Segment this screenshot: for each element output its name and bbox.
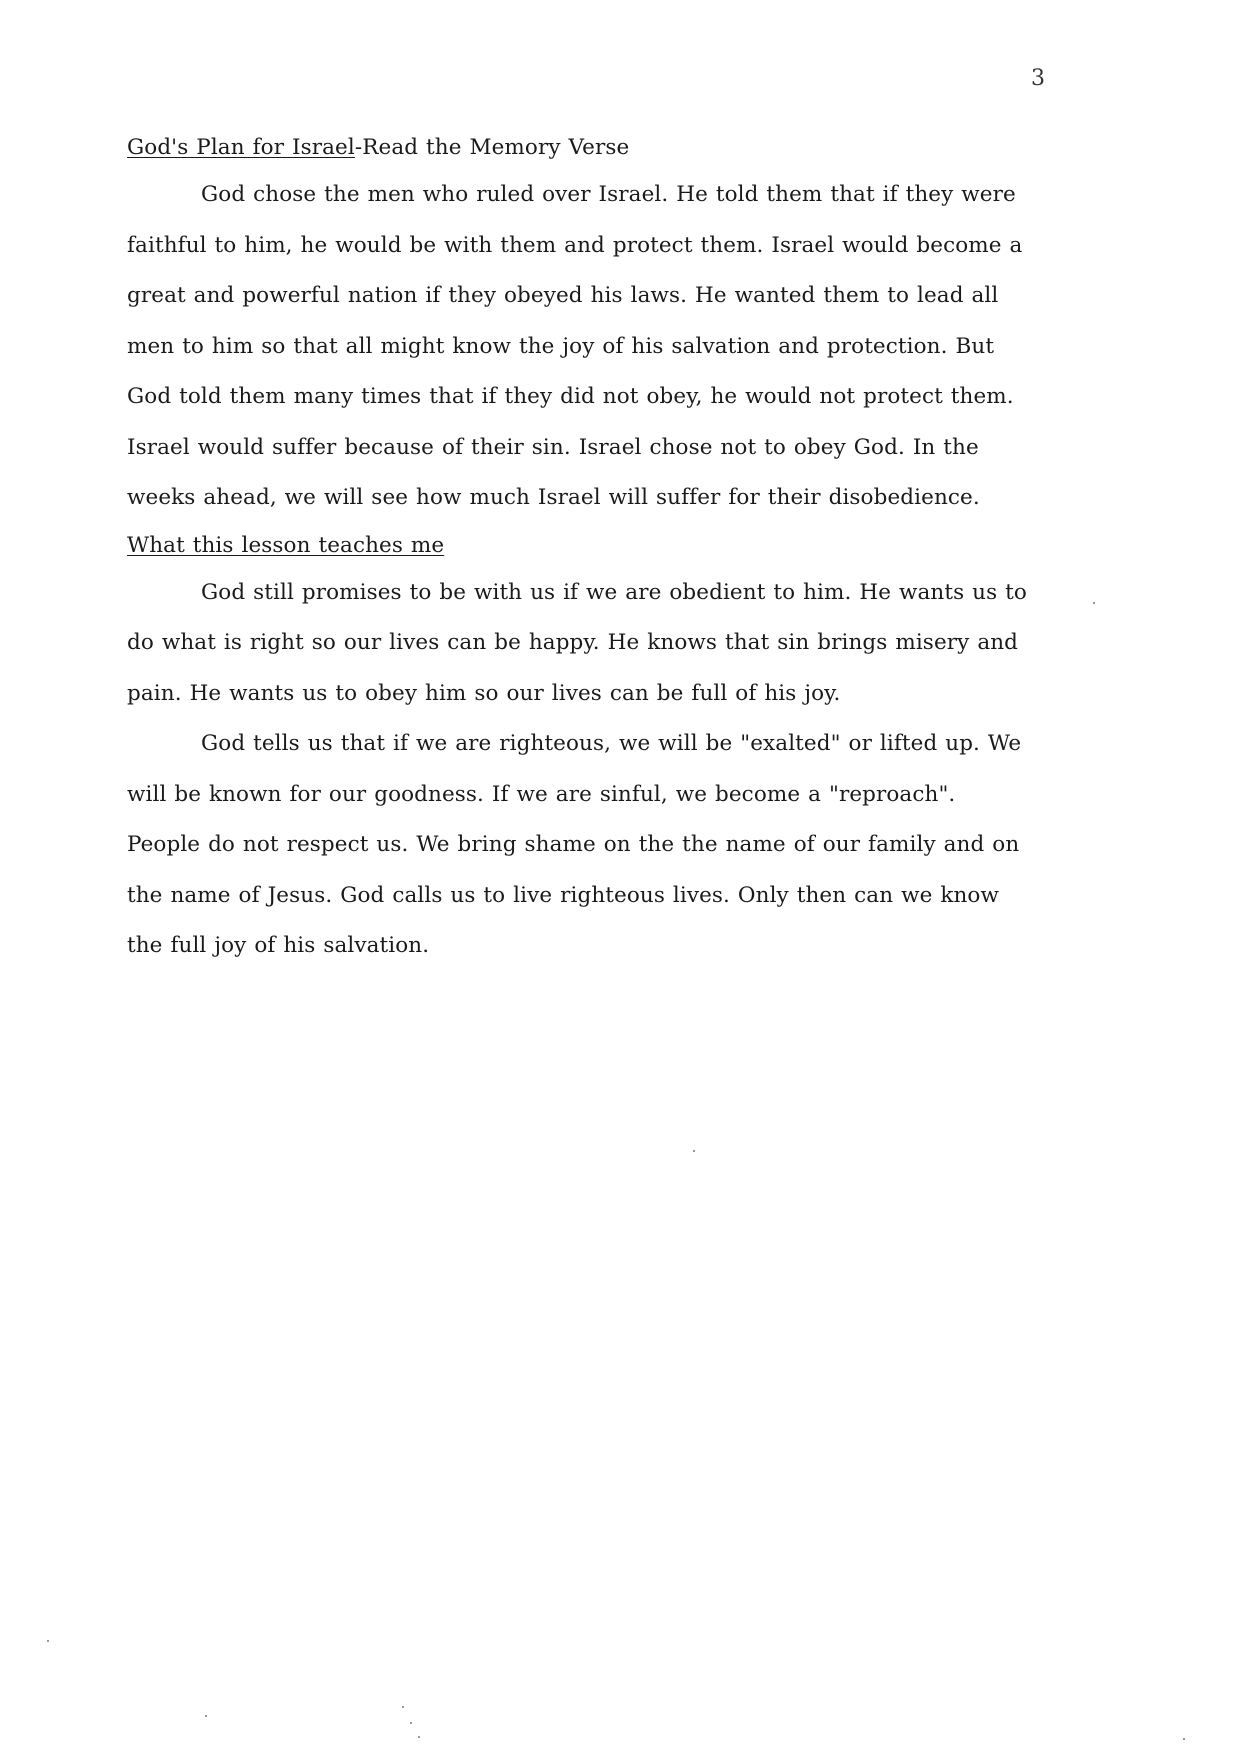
document-body bbox=[127, 126, 1032, 972]
paragraph-gods-plan: God chose the men who ruled over Israel. He told them that if they were faithful to him, he would be with them and protect them. Israel would become a great and powerful nation if they obeyed his laws. He wanted them to lead all men to him so that all might know the joy of his salvation and protection. But God told them many times that if they did not obey, he would not protect them. Israel would suffer because of their sin. Israel chose not to obey God. In the weeks ahead, we will see how much Israel will suffer for their disobedience. bbox=[127, 182, 1023, 510]
section-heading-lesson: What this lesson teaches me bbox=[127, 532, 445, 558]
scan-speck bbox=[693, 1150, 695, 1152]
paragraph-lesson-1: God still promises to be with us if we are obedient to him. He wants us to do what is right so our lives can be happy. He knows that sin brings misery and pain. He wants us to obey him so our lives can be full of his joy. bbox=[127, 579, 1027, 706]
scan-speck bbox=[418, 1736, 420, 1738]
section-heading-rest: -Read the Memory Verse bbox=[354, 135, 630, 160]
scan-speck bbox=[205, 1715, 207, 1717]
section-heading-gods-plan bbox=[127, 126, 1032, 170]
scan-speck bbox=[402, 1706, 404, 1708]
scan-speck bbox=[1093, 602, 1095, 604]
scan-speck bbox=[47, 1640, 49, 1642]
scan-speck bbox=[410, 1722, 412, 1724]
page-number: 3 bbox=[1031, 66, 1045, 91]
section-heading-underlined-part: God's Plan for Israel bbox=[127, 135, 355, 160]
scan-speck bbox=[1183, 1738, 1185, 1740]
paragraph-lesson-2: God tells us that if we are righteous, we will be "exalted" or lifted up. We will be known for our goodness. If we are sinful, we become a "reproach". People do not respect us. We bring shame on the the name of our family and on the name of Jesus. God calls us to live righteous lives. Only then can we know the full joy of his salvation. bbox=[127, 731, 1022, 958]
